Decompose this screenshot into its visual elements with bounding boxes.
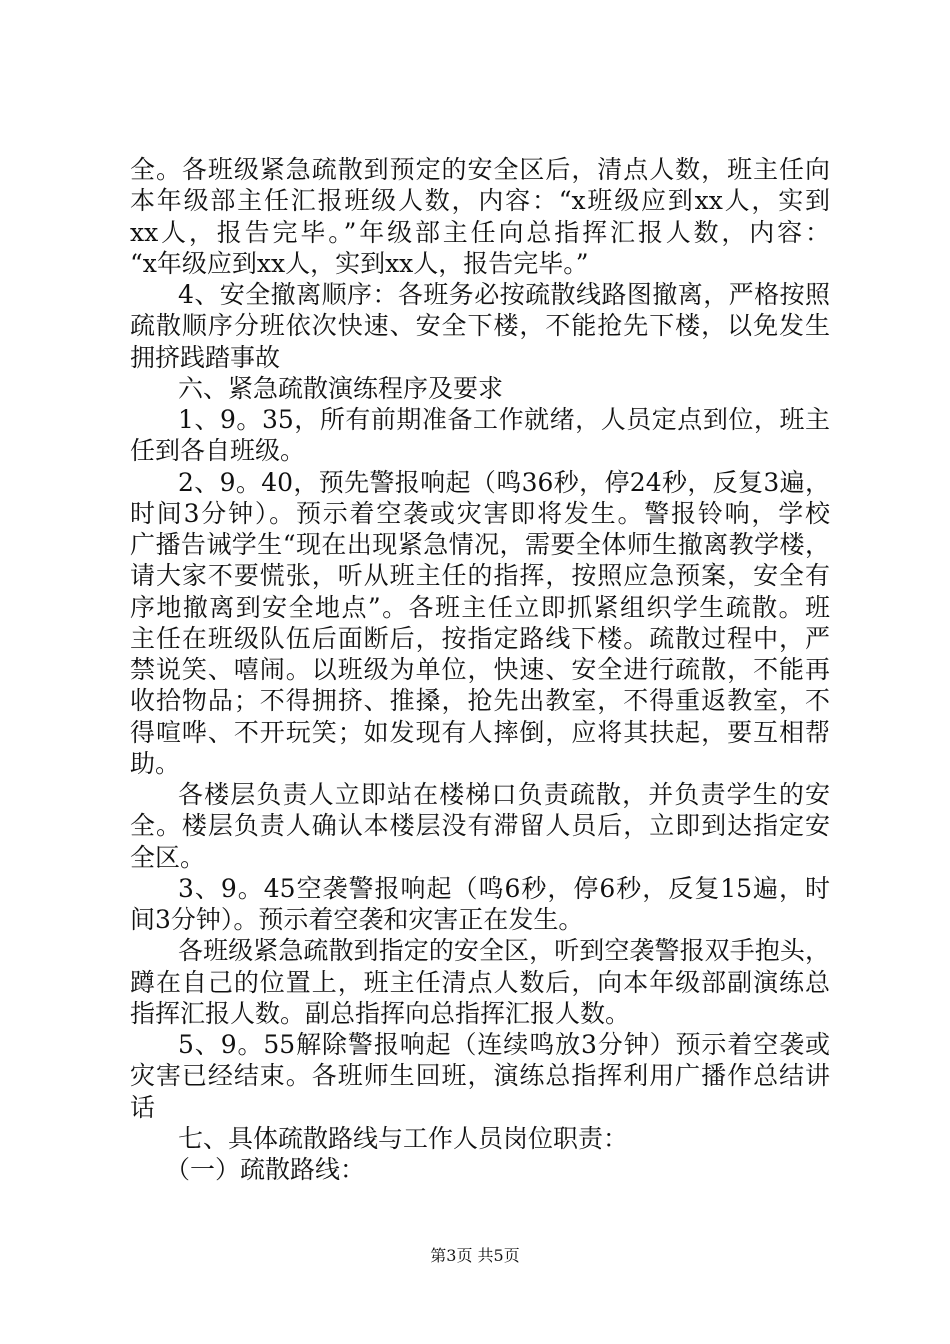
text-line: 4、安全撤离顺序：各班务必按疏散线路图撤离，严格按照 [178,280,830,309]
text-line: 本年级部主任汇报班级人数，内容：“x班级应到xx人，实到 [130,186,830,215]
text-line: 序地撤离到安全地点”。各班主任立即抓紧组织学生疏散。班 [130,593,830,622]
text-line: 全区。 [130,843,206,872]
text-line: 任到各自班级。 [130,436,306,465]
text-line: xx人，报告完毕。”年级部主任向总指挥汇报人数，内容： [130,218,830,247]
text-line: 主任在班级队伍后面断后，按指定路线下楼。疏散过程中，严 [130,624,830,653]
text-line: 得喧哗、不开玩笑；如发现有人摔倒，应将其扶起，要互相帮 [130,718,830,747]
text-line: 时间3分钟）。预示着空袭或灾害即将发生。警报铃响，学校 [130,499,830,528]
text-line: 七、具体疏散路线与工作人员岗位职责： [178,1124,629,1153]
text-line: 请大家不要慌张，听从班主任的指挥，按照应急预案，安全有 [130,561,830,590]
text-line: 蹲在自己的位置上，班主任清点人数后，向本年级部副演练总 [130,968,830,997]
text-line: 指挥汇报人数。副总指挥向总指挥汇报人数。 [130,999,631,1028]
text-line: 5、9。55解除警报响起（连续鸣放3分钟）预示着空袭或 [178,1030,830,1059]
text-line: （一）疏散路线： [165,1155,366,1184]
text-line: 广播告诫学生“现在出现紧急情况，需要全体师生撤离教学楼， [130,530,830,559]
text-line: 各班级紧急疏散到指定的安全区，听到空袭警报双手抱头， [178,936,830,965]
text-line: 拥挤践踏事故 [130,343,281,372]
text-line: 禁说笑、嘻闹。以班级为单位，快速、安全进行疏散，不能再 [130,655,830,684]
page-footer: 第3页 共5页 [430,1246,520,1265]
text-line: “x年级应到xx人，实到xx人，报告完毕。” [130,249,589,278]
text-line: 话 [130,1093,156,1122]
text-line: 全。楼层负责人确认本楼层没有滞留人员后，立即到达指定安 [130,811,830,840]
text-line: 收拾物品；不得拥挤、推搡，抢先出教室，不得重返教室，不 [130,686,830,715]
text-line: 1、9。35，所有前期准备工作就绪，人员定点到位，班主 [178,405,830,434]
text-line: 疏散顺序分班依次快速、安全下楼，不能抢先下楼，以免发生 [130,311,830,340]
text-line: 3、9。45空袭警报响起（鸣6秒，停6秒，反复15遍，时 [178,874,830,903]
text-line: 助。 [130,749,181,778]
text-line: 六、紧急疏散演练程序及要求 [178,374,504,403]
text-line: 各楼层负责人立即站在楼梯口负责疏散，并负责学生的安 [178,780,830,809]
text-line: 灾害已经结束。各班师生回班，演练总指挥利用广播作总结讲 [130,1061,830,1090]
text-line: 2、9。40，预先警报响起（鸣36秒，停24秒，反复3遍， [178,468,830,497]
text-line: 全。各班级紧急疏散到预定的安全区后，清点人数，班主任向 [130,155,830,184]
text-line: 间3分钟）。预示着空袭和灾害正在发生。 [130,905,584,934]
